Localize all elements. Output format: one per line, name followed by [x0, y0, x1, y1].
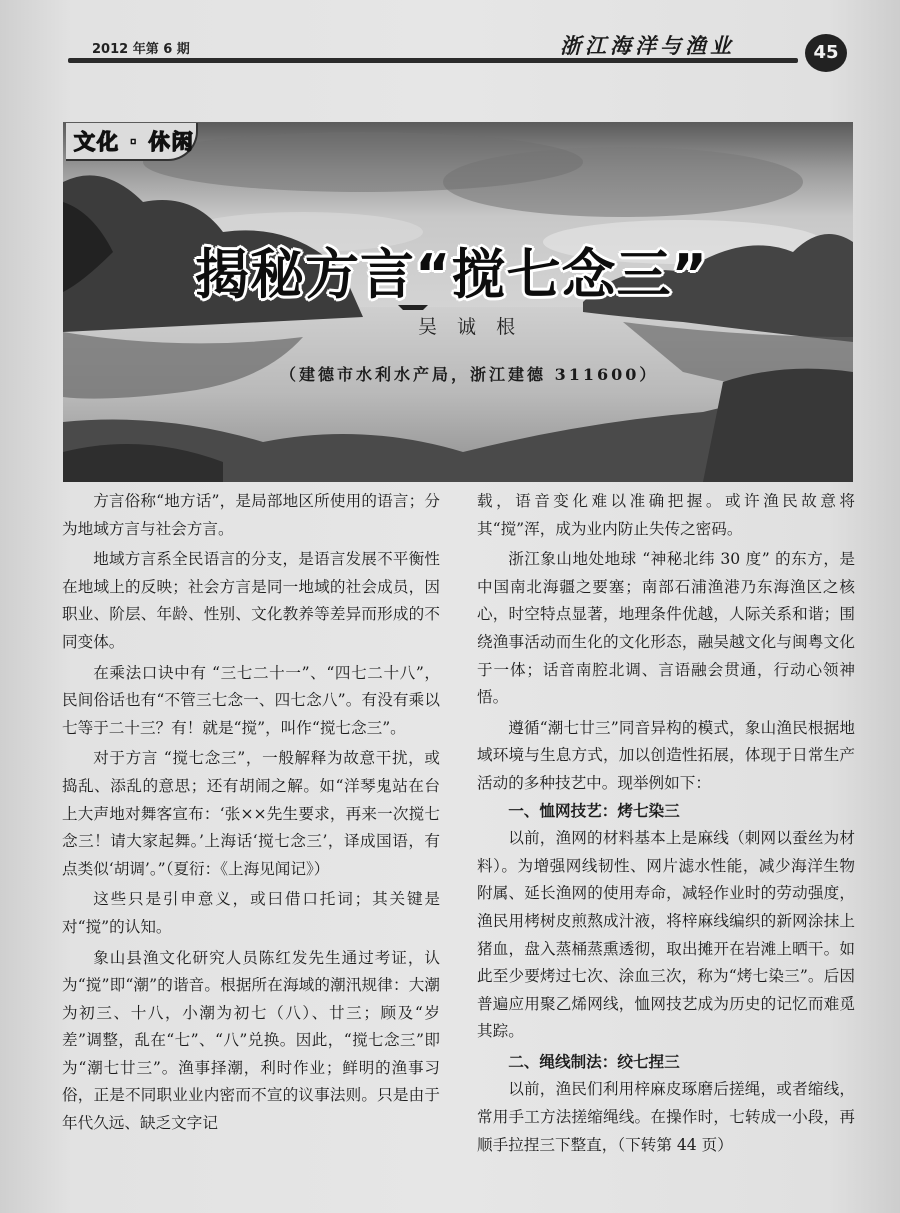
paragraph: 浙江象山地处地球 “神秘北纬 30 度” 的东方，是中国南北海疆之要塞；南部石浦渔港乃东海渔区之核心，时空特点显著，地理条件优越，人际关系和谐；围绕渔事活动而生化的文化形态，融吴越文化与闽粤文化于一体；话音南腔北调、言语融会贯通，行动心领神悟。: [477, 550, 855, 707]
left-column: [62, 488, 440, 1138]
paragraph: 方言俗称“地方话”，是局部地区所使用的语言；分为地域方言与社会方言。: [62, 492, 440, 538]
issue-label: 2012 年第 6 期: [92, 42, 190, 57]
section-heading: 一、恤网技艺：烤七染三: [508, 801, 680, 820]
section-heading: 二、绳线制法：绞七捏三: [508, 1052, 680, 1071]
page-number-badge: 45: [805, 34, 847, 72]
paragraph-continuation: 载，语音变化难以准确把握。或许渔民故意将其“搅”浑，成为业内防止失传之密码。: [477, 492, 855, 538]
paragraph: 以前，渔网的材料基本上是麻线（刺网以蚕丝为材料）。为增强网线韧性、网片滤水性能，减少海洋生物附属、延长渔网的使用寿命，减轻作业时的劳动强度，渔民用栲树皮煎熬成汁液，将梓麻线编织的新网涂抹上猪血，盘入蒸桶蒸熏透彻，取出摊开在岩滩上晒干。如此至少要烤过七次、涂血三次，称为“烤七染三”。后因普遍应用聚乙烯网线，恤网技艺成为历史的记忆而难觅其踪。: [477, 829, 855, 1041]
paragraph: 对于方言 “搅七念三”，一般解释为故意干扰，或捣乱、添乱的意思；还有胡闹之解。如“洋琴鬼站在台上大声地对舞客宣布：‘张××先生要求，再来一次搅七念三！请大家起舞。’上海话‘搅七念三’，译成国语，有点类似‘胡调’。”（夏衍：《上海见闻记》）: [62, 749, 440, 878]
journal-name: 浙江海洋与渔业: [560, 33, 735, 58]
article-title: 揭秘方言“搅七念三”: [195, 243, 708, 306]
paragraph: 以前，渔民们利用梓麻皮琢磨后搓绳，或者缩线，常用手工方法搓缩绳线。在操作时，七转成一小段，再顺手拉捏三下整直，（下转第 44 页）: [477, 1080, 855, 1154]
header-rule: [68, 58, 798, 63]
category-label: 文化 · 休闲: [74, 130, 195, 154]
paragraph: 这些只是引申意义，或曰借口托词；其关键是对“搅”的认知。: [62, 890, 440, 936]
paragraph: 在乘法口诀中有 “三七二十一”、“四七二十八”，民间俗话也有“不管三七念一、四七念八”。有没有乘以七等于二十三？有！就是“搅”，叫作“搅七念三”。: [62, 663, 440, 737]
paragraph: 地域方言系全民语言的分支，是语言发展不平衡性在地域上的反映；社会方言是同一地域的社会成员，因职业、阶层、年龄、性别、文化教养等差异而形成的不同变体。: [62, 550, 440, 651]
paragraph: 遵循“潮七廿三”同音异构的模式，象山渔民根据地域环境与生息方式，加以创造性拓展，体现于日常生产活动的多种技艺中。现举例如下：: [477, 718, 855, 792]
article-author: 吴 诚 根: [418, 316, 523, 338]
paragraph: 象山县渔文化研究人员陈红发先生通过考证，认为“搅”即“潮”的谐音。根据所在海域的潮汛规律：大潮为初三、十八，小潮为初七（八）、廿三；顾及“岁差”调整，乱在“七”、“八”兑换。因此，“搅七念三”即为“潮七廿三”。渔事择潮，利时作业；鲜明的渔事习俗，正是不同职业业内密而不宣的议事法则。只是由于年代久远、缺乏文字记: [62, 948, 440, 1133]
author-affiliation: （建德市水利水产局，浙江建德 311600）: [280, 365, 659, 384]
right-column: [477, 488, 855, 1159]
